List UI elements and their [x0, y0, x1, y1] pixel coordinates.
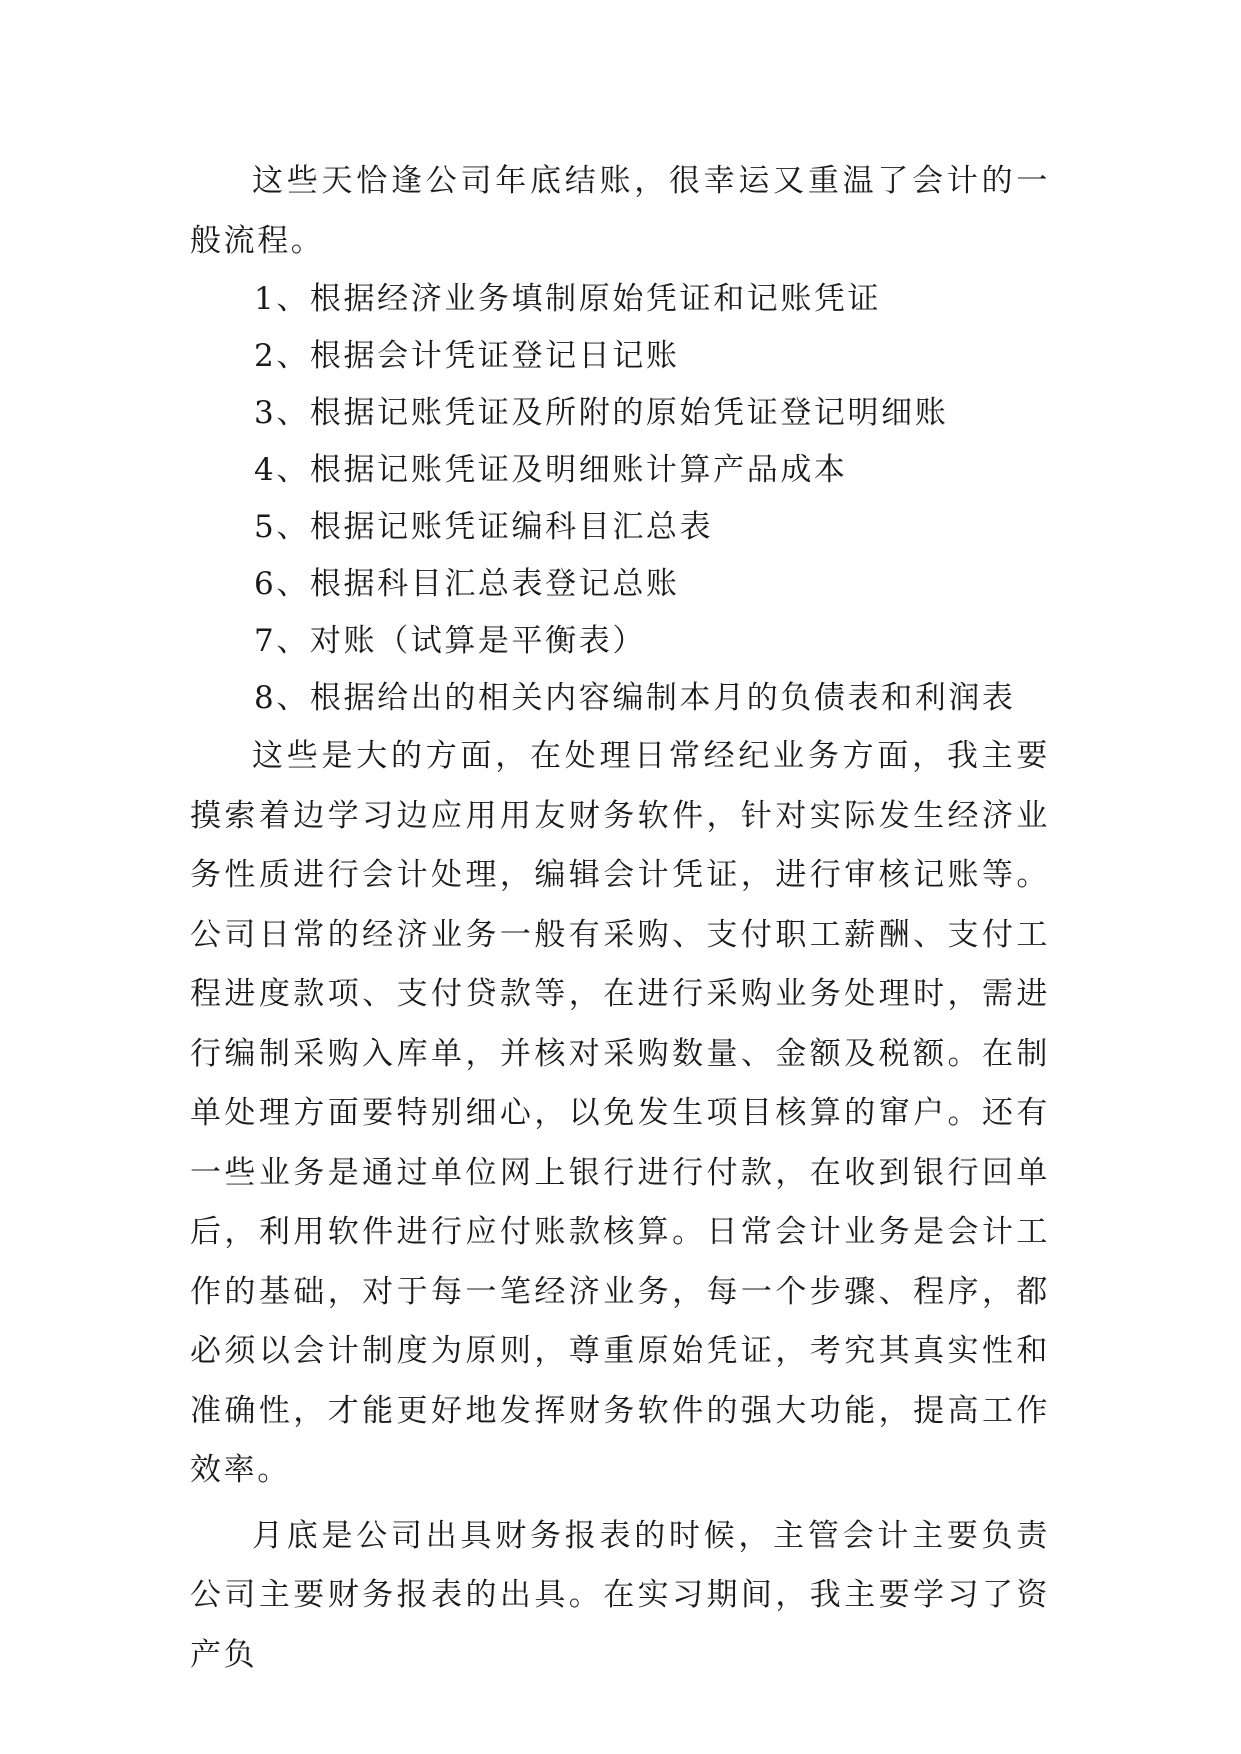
daily-operations-paragraph: 这些是大的方面，在处理日常经纪业务方面，我主要摸索着边学习边应用用友财务软件，针对实际发生经济业务性质进行会计处理，编辑会计凭证，进行审核记账等。公司日常的经济业务一般有采购、支付职工薪酬、支付工程进度款项、支付贷款等，在进行采购业务处理时，需进行编制采购入库单，并核对采购数量、金额及税额。在制单处理方面要特别细心，以免发生项目核算的窜户。还有一些业务是通过单位网上银行进行付款，在收到银行回单后，利用软件进行应付账款核算。日常会计业务是会计工作的基础，对于每一笔经济业务，每一个步骤、程序，都必须以会计制度为原则，尊重原始凭证，考究其真实性和准确性，才能更好地发挥财务软件的强大功能，提高工作效率。	[190, 738, 1050, 1488]
intro-paragraph: 这些天恰逢公司年底结账，很幸运又重温了会计的一般流程。	[190, 163, 1050, 259]
month-end-paragraph: 月底是公司出具财务报表的时候，主管会计主要负责公司主要财务报表的出具。在实习期间，我主要学习了资产负	[190, 1517, 1050, 1673]
list-item: 4、根据记账凭证及明细账计算产品成本	[254, 452, 848, 488]
document-body	[190, 152, 1050, 1685]
list-item: 8、根据给出的相关内容编制本月的负债表和利润表	[254, 680, 1016, 716]
list-item: 7、对账（试算是平衡表）	[254, 623, 646, 659]
list-item: 3、根据记账凭证及所附的原始凭证登记明细账	[254, 395, 949, 431]
accounting-steps-list	[190, 271, 1050, 727]
list-item: 5、根据记账凭证编科目汇总表	[254, 509, 714, 545]
list-item: 1、根据经济业务填制原始凭证和记账凭证	[254, 281, 882, 317]
list-item: 6、根据科目汇总表登记总账	[254, 566, 680, 602]
list-item: 2、根据会计凭证登记日记账	[254, 338, 680, 374]
